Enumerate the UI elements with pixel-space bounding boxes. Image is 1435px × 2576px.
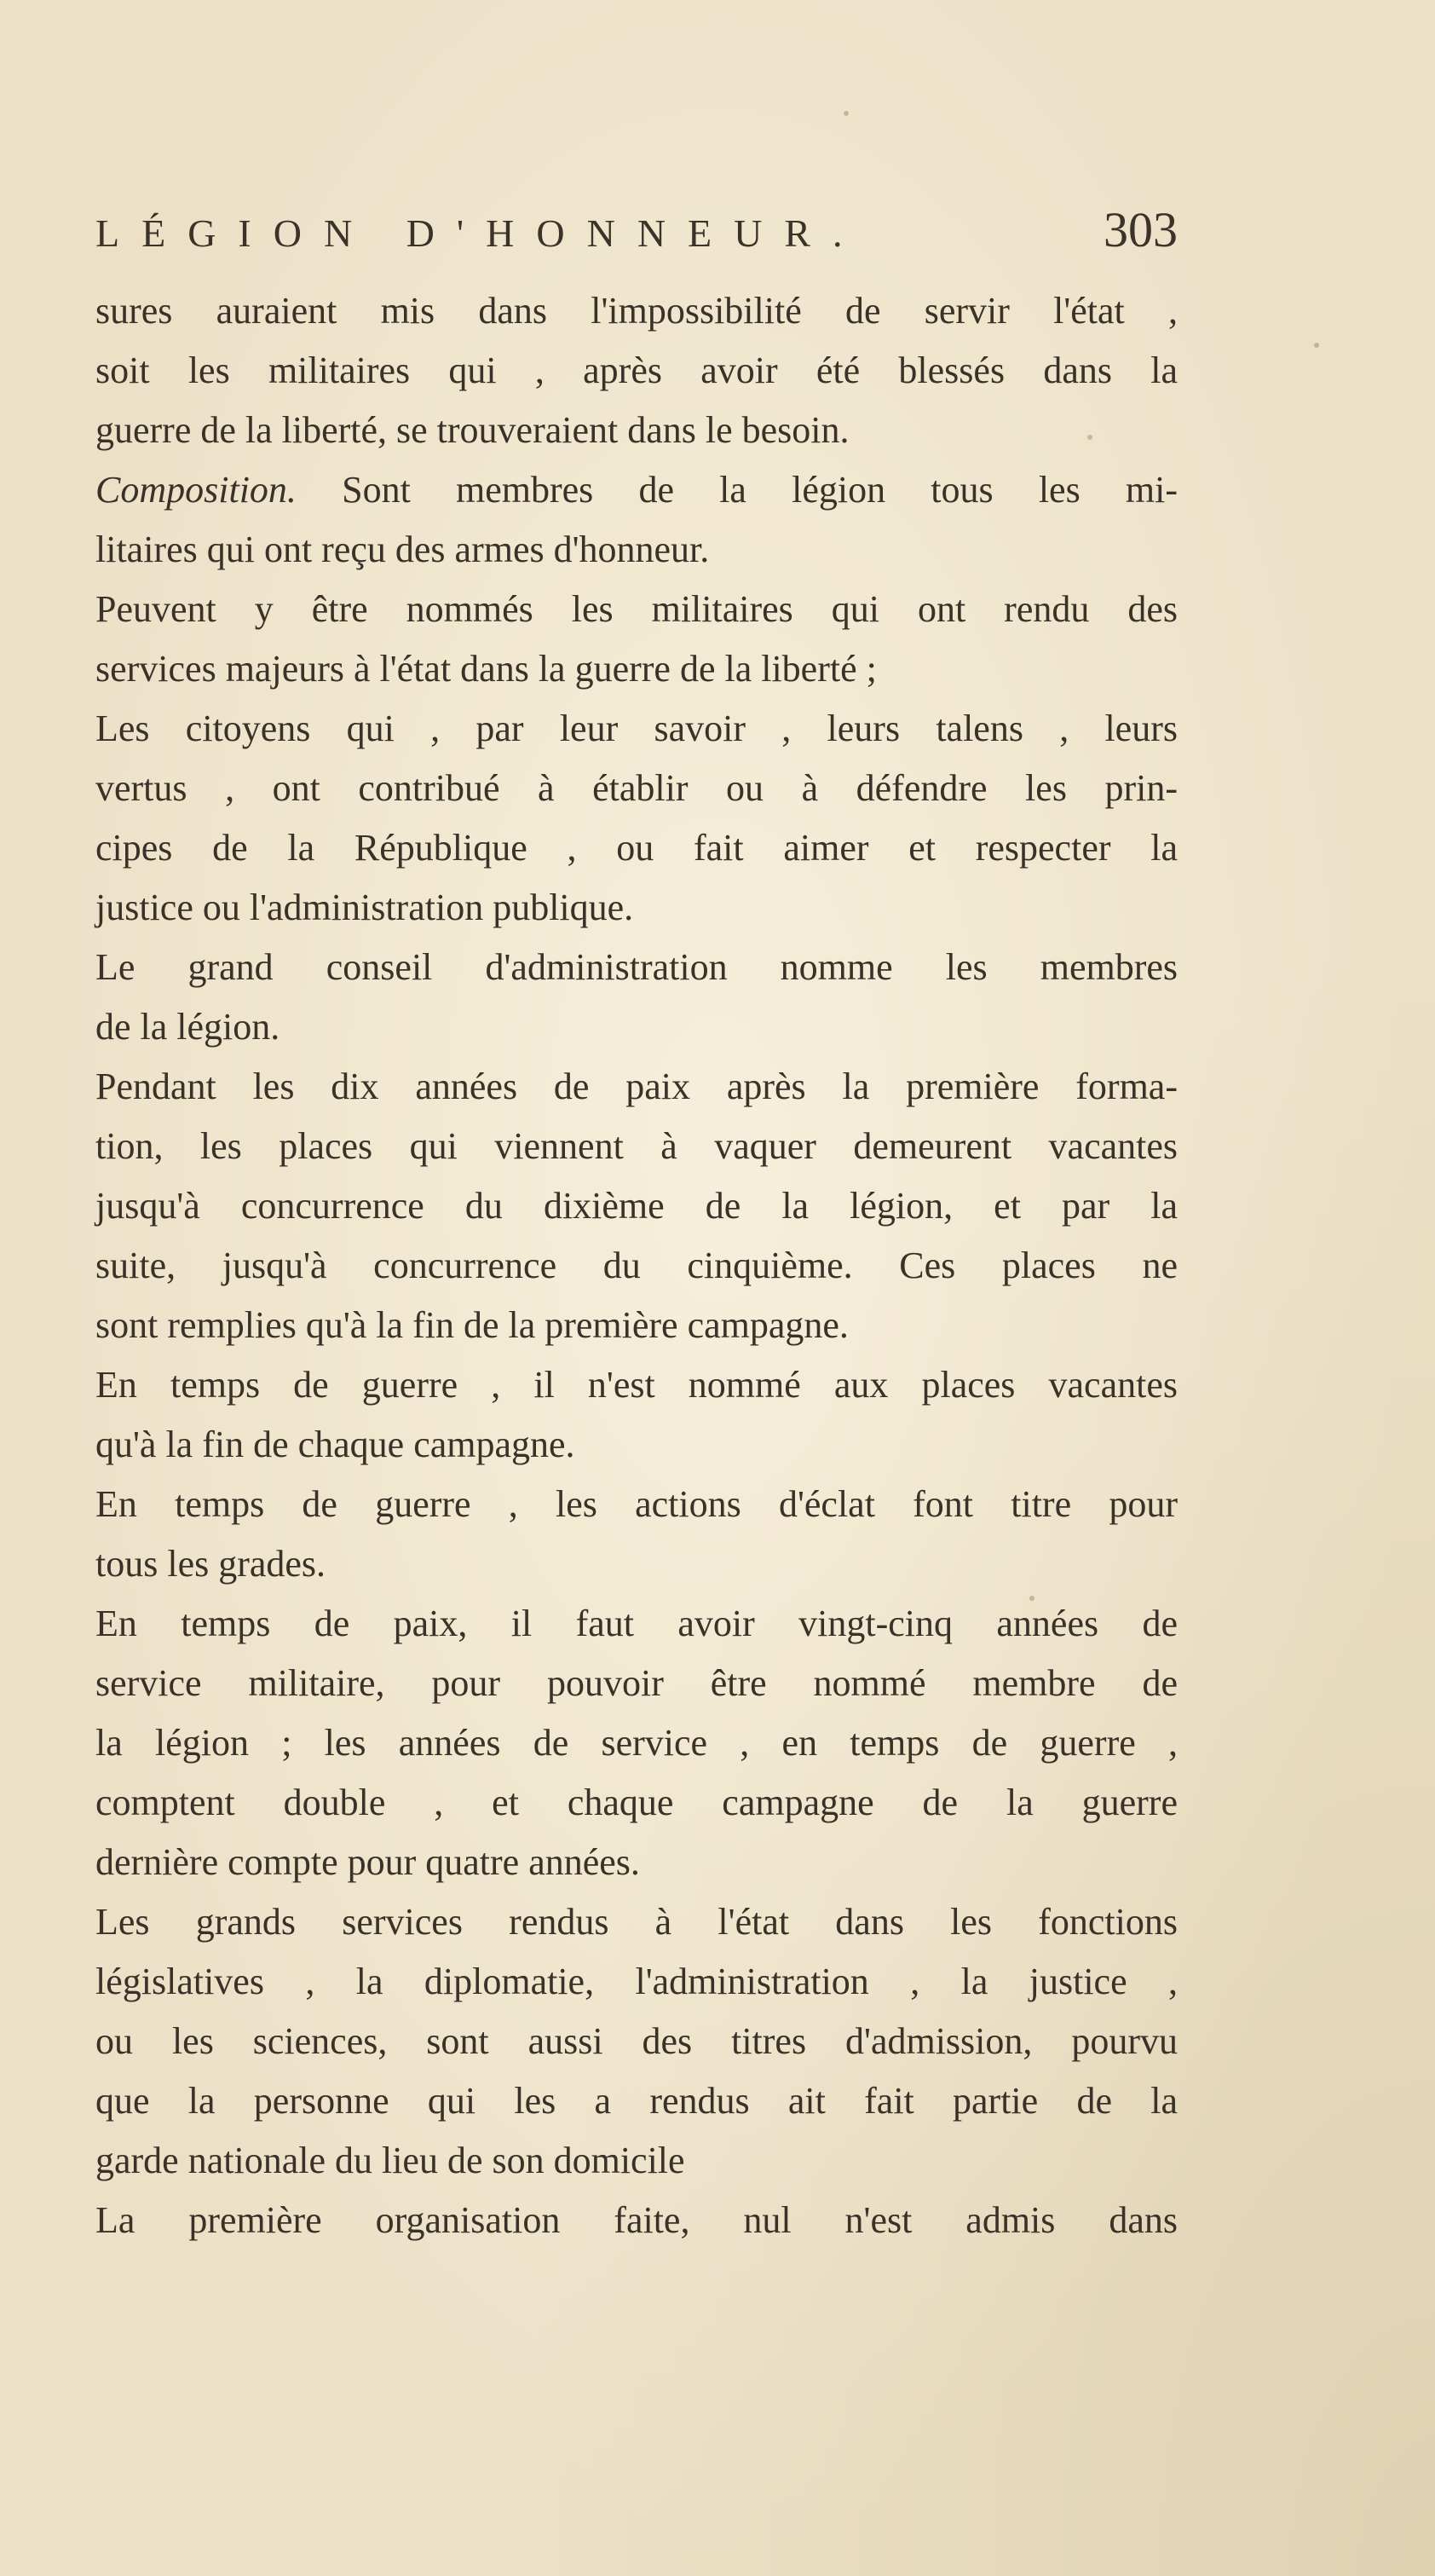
text-line-content: cipes de la République , ou fait aimer et respecter la	[95, 827, 1178, 869]
text-line	[95, 1117, 1178, 1176]
text-line	[95, 1236, 1178, 1296]
page-number: 303	[1104, 202, 1178, 257]
section-heading: Composition.	[95, 469, 297, 511]
text-line	[95, 1773, 1178, 1833]
text-line-content: garde nationale du lieu de son domicile	[95, 2140, 685, 2181]
paper-speck	[1087, 435, 1092, 440]
text-line-content: service militaire, pour pouvoir être nommé membre de	[95, 1662, 1178, 1704]
body-text	[95, 281, 1178, 2250]
text-line	[95, 997, 1178, 1057]
text-line	[95, 1713, 1178, 1773]
text-line	[95, 580, 1178, 639]
text-line-content: comptent double , et chaque campagne de la guerre	[95, 1782, 1178, 1823]
text-line-content: Peuvent y être nommés les militaires qui ont rendu des	[95, 588, 1178, 630]
text-line-content: de la légion.	[95, 1006, 280, 1048]
text-line-content: En temps de guerre , il n'est nommé aux places vacantes	[95, 1364, 1178, 1406]
text-line	[95, 878, 1178, 938]
text-line-content: En temps de guerre , les actions d'éclat font titre pour	[95, 1483, 1178, 1525]
paper-speck	[1029, 1596, 1034, 1601]
text-line	[95, 1892, 1178, 1952]
text-line	[95, 1475, 1178, 1534]
text-line-content: Le grand conseil d'administration nomme les membres	[95, 946, 1178, 988]
text-line-content: la légion ; les années de service , en temps de guerre ,	[95, 1722, 1178, 1764]
text-line	[95, 1654, 1178, 1713]
text-line	[95, 1296, 1178, 1355]
text-line-content: Pendant les dix années de paix après la première forma-	[95, 1066, 1178, 1107]
text-line-content: justice ou l'administration publique.	[95, 887, 634, 928]
text-line-content: Les citoyens qui , par leur savoir , leurs talens , leurs	[95, 708, 1178, 749]
text-line-content: guerre de la liberté, se trouveraient dans le besoin.	[95, 409, 850, 451]
text-line	[95, 1833, 1178, 1892]
text-line	[95, 818, 1178, 878]
running-title: LÉGION D'HONNEUR.	[95, 211, 865, 255]
text-line	[95, 699, 1178, 759]
text-line	[95, 281, 1178, 341]
text-line	[95, 938, 1178, 997]
text-line-content: sont remplies qu'à la fin de la première campagne.	[95, 1304, 849, 1346]
text-line	[95, 2012, 1178, 2071]
running-head	[95, 201, 1178, 278]
text-line-content: services majeurs à l'état dans la guerre de la liberté ;	[95, 648, 877, 690]
text-line	[95, 2071, 1178, 2131]
text-line-content: litaires qui ont reçu des armes d'honneur.	[95, 528, 710, 570]
text-line	[95, 639, 1178, 699]
text-line	[95, 1952, 1178, 2012]
text-line-content: sures auraient mis dans l'impossibilité de servir l'état ,	[95, 290, 1178, 332]
text-line-content: qu'à la fin de chaque campagne.	[95, 1424, 575, 1465]
text-line-content: soit les militaires qui , après avoir été blessés dans la	[95, 349, 1178, 391]
text-line	[95, 1057, 1178, 1117]
text-line	[95, 2191, 1178, 2250]
text-line-content: tous les grades.	[95, 1543, 326, 1585]
text-line	[95, 1415, 1178, 1475]
text-line-content: jusqu'à concurrence du dixième de la légion, et par la	[95, 1185, 1178, 1227]
text-line	[95, 2131, 1178, 2191]
text-line-content: législatives , la diplomatie, l'administration , la justice ,	[95, 1961, 1178, 2002]
text-line	[95, 1355, 1178, 1415]
text-line-content: ou les sciences, sont aussi des titres d'admission, pourvu	[95, 2020, 1178, 2062]
text-line	[95, 460, 1178, 520]
text-line	[95, 341, 1178, 401]
text-line-content: Sont membres de la légion tous les mi-	[296, 469, 1178, 511]
paper-speck	[844, 111, 849, 116]
text-line-content: La première organisation faite, nul n'est admis dans	[95, 2199, 1178, 2241]
text-line	[95, 759, 1178, 818]
text-line-content: dernière compte pour quatre années.	[95, 1841, 640, 1883]
text-line-content: tion, les places qui viennent à vaquer demeurent vacantes	[95, 1125, 1178, 1167]
text-line-content: En temps de paix, il faut avoir vingt-cinq années de	[95, 1603, 1178, 1644]
text-line	[95, 1594, 1178, 1654]
text-line	[95, 520, 1178, 580]
text-line	[95, 1176, 1178, 1236]
text-line	[95, 401, 1178, 460]
text-line-content: vertus , ont contribué à établir ou à défendre les prin-	[95, 767, 1178, 809]
text-line-content: que la personne qui les a rendus ait fait partie de la	[95, 2080, 1178, 2122]
text-line-content: Les grands services rendus à l'état dans les fonctions	[95, 1901, 1178, 1943]
text-line	[95, 1534, 1178, 1594]
paper-speck	[1314, 343, 1319, 348]
text-line-content: suite, jusqu'à concurrence du cinquième. Ces places ne	[95, 1245, 1178, 1286]
